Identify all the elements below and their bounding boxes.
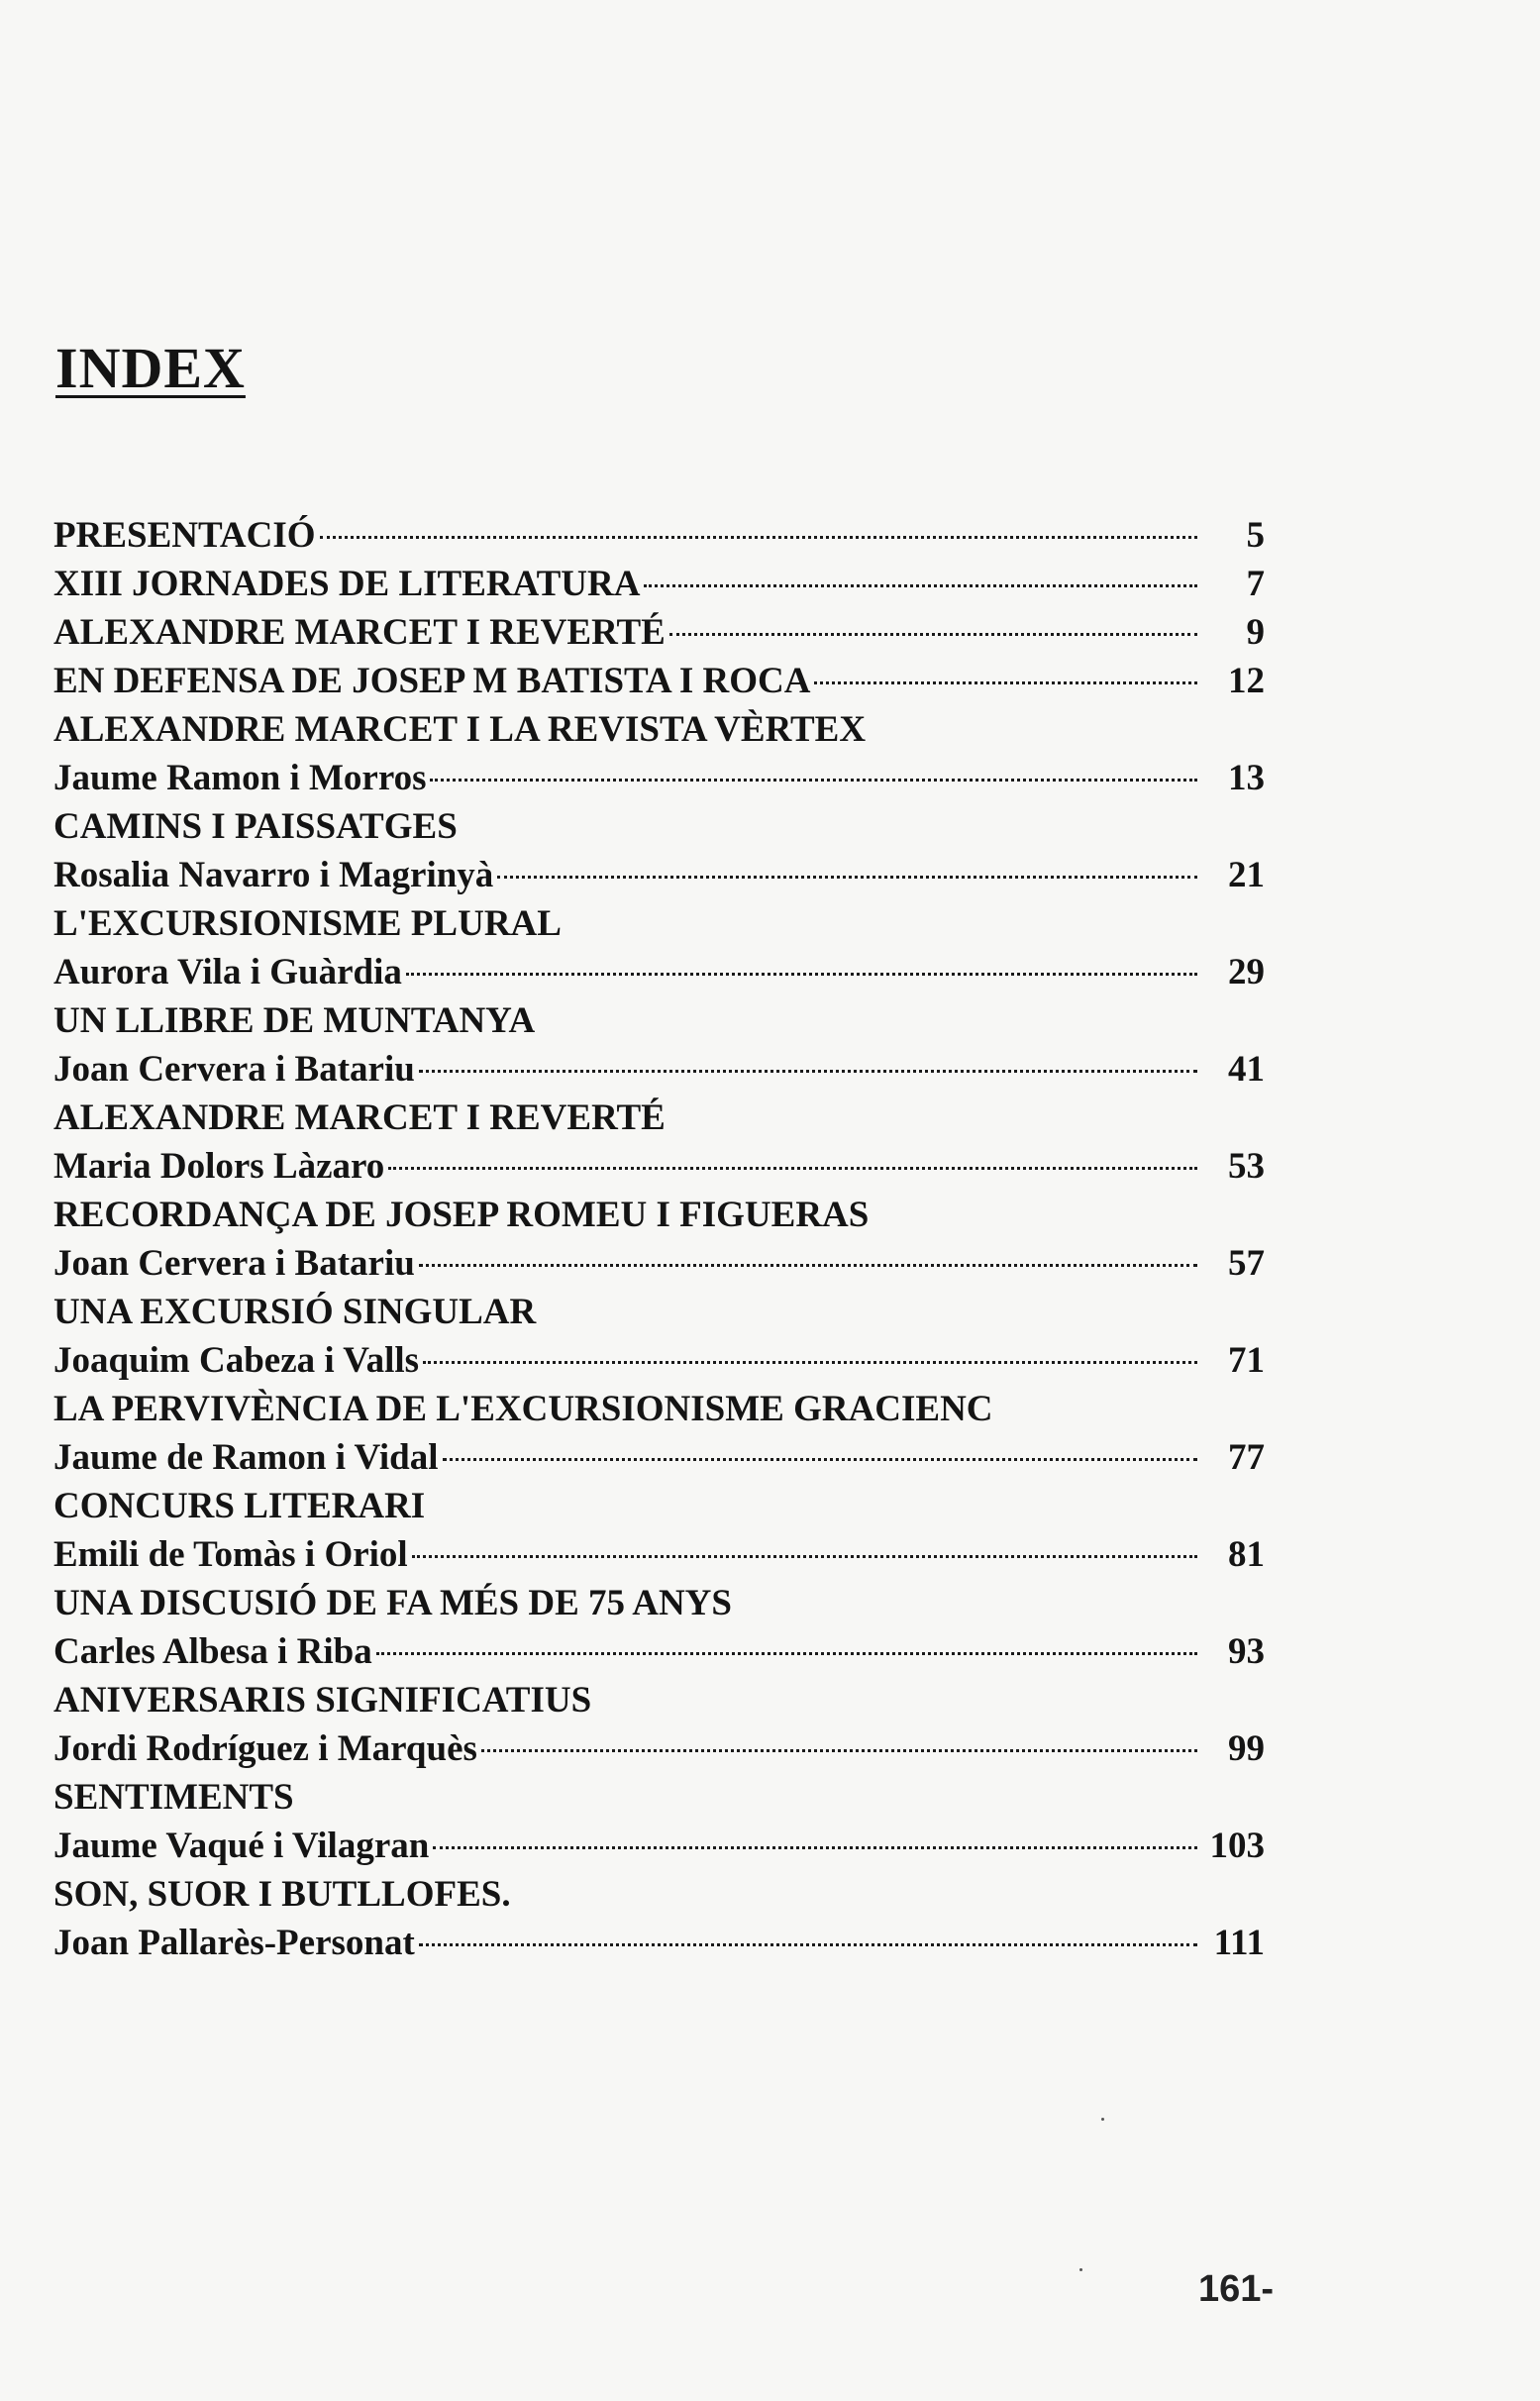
toc-page-number: 41 bbox=[1228, 1049, 1265, 1090]
dot-leader bbox=[419, 1070, 1197, 1073]
toc-section-title bbox=[53, 1579, 1267, 1627]
toc-page-number: 81 bbox=[1228, 1534, 1265, 1575]
toc-section-label: SON, SUOR I BUTLLOFES. bbox=[53, 1874, 511, 1915]
index-heading: INDEX bbox=[55, 336, 246, 400]
toc-entry bbox=[53, 1822, 1267, 1870]
toc-entry-label: PRESENTACIÓ bbox=[53, 515, 316, 556]
toc-entry-label: Jaume Vaqué i Vilagran bbox=[53, 1826, 430, 1866]
toc-page-number: 99 bbox=[1228, 1728, 1265, 1769]
dot-leader bbox=[320, 536, 1197, 539]
toc-entry bbox=[53, 511, 1267, 560]
dot-leader bbox=[443, 1458, 1197, 1461]
toc-page-number: 5 bbox=[1246, 515, 1265, 556]
toc-section-title bbox=[53, 802, 1267, 851]
toc-page-number: 57 bbox=[1228, 1243, 1265, 1284]
dot-leader bbox=[419, 1264, 1197, 1267]
toc-page-number: 111 bbox=[1213, 1923, 1265, 1963]
toc-entry bbox=[53, 948, 1267, 996]
toc-page-number: 7 bbox=[1246, 564, 1265, 604]
toc-section-label: ALEXANDRE MARCET I REVERTÉ bbox=[53, 1097, 666, 1138]
toc-entry bbox=[53, 608, 1267, 657]
toc-entry-label: Carles Albesa i Riba bbox=[53, 1631, 372, 1672]
toc-section-label: RECORDANÇA DE JOSEP ROMEU I FIGUERAS bbox=[53, 1195, 870, 1235]
toc-page-number: 29 bbox=[1228, 952, 1265, 992]
toc-entry-label: Jordi Rodríguez i Marquès bbox=[53, 1728, 477, 1769]
toc-page-number: 71 bbox=[1228, 1340, 1265, 1381]
toc-section-title bbox=[53, 1288, 1267, 1336]
toc-section-label: L'EXCURSIONISME PLURAL bbox=[53, 903, 562, 944]
toc-entry-label: Joan Pallarès-Personat bbox=[53, 1923, 415, 1963]
dot-leader bbox=[388, 1167, 1197, 1170]
toc-page-number: 21 bbox=[1228, 855, 1265, 895]
toc-entry bbox=[53, 1530, 1267, 1579]
toc-section-title bbox=[53, 1482, 1267, 1530]
toc-page-number: 53 bbox=[1228, 1146, 1265, 1187]
page-number: 161- bbox=[1198, 2268, 1275, 2310]
toc-entry bbox=[53, 1239, 1267, 1288]
toc-entry-label: Joaquim Cabeza i Valls bbox=[53, 1340, 420, 1381]
toc-section-title bbox=[53, 1094, 1267, 1142]
toc-entry-label: Joan Cervera i Batariu bbox=[53, 1049, 415, 1090]
toc-section-title bbox=[53, 1191, 1267, 1239]
toc-entry bbox=[53, 851, 1267, 899]
paper-speck bbox=[1079, 2268, 1082, 2271]
toc-section-title bbox=[53, 899, 1267, 948]
toc-entry-label: Aurora Vila i Guàrdia bbox=[53, 952, 402, 992]
toc-entry bbox=[53, 560, 1267, 608]
toc-page-number: 9 bbox=[1246, 612, 1265, 653]
toc-entry-label: Joan Cervera i Batariu bbox=[53, 1243, 415, 1284]
toc-section-label: UNA DISCUSIÓ DE FA MÉS DE 75 ANYS bbox=[53, 1583, 732, 1623]
toc-entry bbox=[53, 657, 1267, 705]
toc-page-number: 103 bbox=[1209, 1826, 1265, 1866]
toc-page-number: 13 bbox=[1228, 758, 1265, 798]
dot-leader bbox=[481, 1749, 1197, 1752]
paper-speck bbox=[1101, 2118, 1104, 2121]
toc-entry bbox=[53, 754, 1267, 802]
table-of-contents bbox=[53, 511, 1267, 1967]
toc-section-label: CAMINS I PAISSATGES bbox=[53, 806, 458, 847]
toc-entry bbox=[53, 1627, 1267, 1676]
toc-section-label: UN LLIBRE DE MUNTANYA bbox=[53, 1000, 536, 1041]
dot-leader bbox=[497, 876, 1197, 879]
dot-leader bbox=[644, 584, 1197, 587]
toc-entry-label: EN DEFENSA DE JOSEP M BATISTA I ROCA bbox=[53, 661, 811, 701]
toc-section-label: CONCURS LITERARI bbox=[53, 1486, 426, 1526]
dot-leader bbox=[419, 1943, 1197, 1946]
toc-entry bbox=[53, 1045, 1267, 1094]
toc-section-title bbox=[53, 1870, 1267, 1919]
toc-entry-label: Maria Dolors Làzaro bbox=[53, 1146, 385, 1187]
dot-leader bbox=[412, 1555, 1197, 1558]
toc-section-title bbox=[53, 1676, 1267, 1724]
toc-entry-label: ALEXANDRE MARCET I REVERTÉ bbox=[53, 612, 666, 653]
toc-section-label: UNA EXCURSIÓ SINGULAR bbox=[53, 1292, 537, 1332]
toc-section-title bbox=[53, 996, 1267, 1045]
toc-entry bbox=[53, 1433, 1267, 1482]
toc-entry-label: XIII JORNADES DE LITERATURA bbox=[53, 564, 641, 604]
toc-section-label: LA PERVIVÈNCIA DE L'EXCURSIONISME GRACIENC bbox=[53, 1389, 993, 1429]
dot-leader bbox=[814, 681, 1197, 684]
dot-leader bbox=[406, 973, 1197, 976]
toc-entry bbox=[53, 1724, 1267, 1773]
toc-section-title bbox=[53, 1385, 1267, 1433]
toc-entry bbox=[53, 1919, 1267, 1967]
toc-page-number: 93 bbox=[1228, 1631, 1265, 1672]
toc-entry-label: Jaume Ramon i Morros bbox=[53, 758, 427, 798]
toc-entry bbox=[53, 1142, 1267, 1191]
toc-entry-label: Emili de Tomàs i Oriol bbox=[53, 1534, 408, 1575]
toc-entry-label: Jaume de Ramon i Vidal bbox=[53, 1437, 439, 1478]
dot-leader bbox=[423, 1361, 1197, 1364]
toc-section-label: ANIVERSARIS SIGNIFICATIUS bbox=[53, 1680, 592, 1721]
toc-section-label: SENTIMENTS bbox=[53, 1777, 294, 1818]
toc-entry bbox=[53, 1336, 1267, 1385]
dot-leader bbox=[433, 1846, 1197, 1849]
toc-section-title bbox=[53, 705, 1267, 754]
dot-leader bbox=[669, 633, 1197, 636]
toc-section-label: ALEXANDRE MARCET I LA REVISTA VÈRTEX bbox=[53, 709, 867, 750]
dot-leader bbox=[376, 1652, 1197, 1655]
toc-entry-label: Rosalia Navarro i Magrinyà bbox=[53, 855, 494, 895]
toc-page-number: 77 bbox=[1228, 1437, 1265, 1478]
toc-section-title bbox=[53, 1773, 1267, 1822]
toc-page-number: 12 bbox=[1228, 661, 1265, 701]
dot-leader bbox=[430, 779, 1197, 782]
